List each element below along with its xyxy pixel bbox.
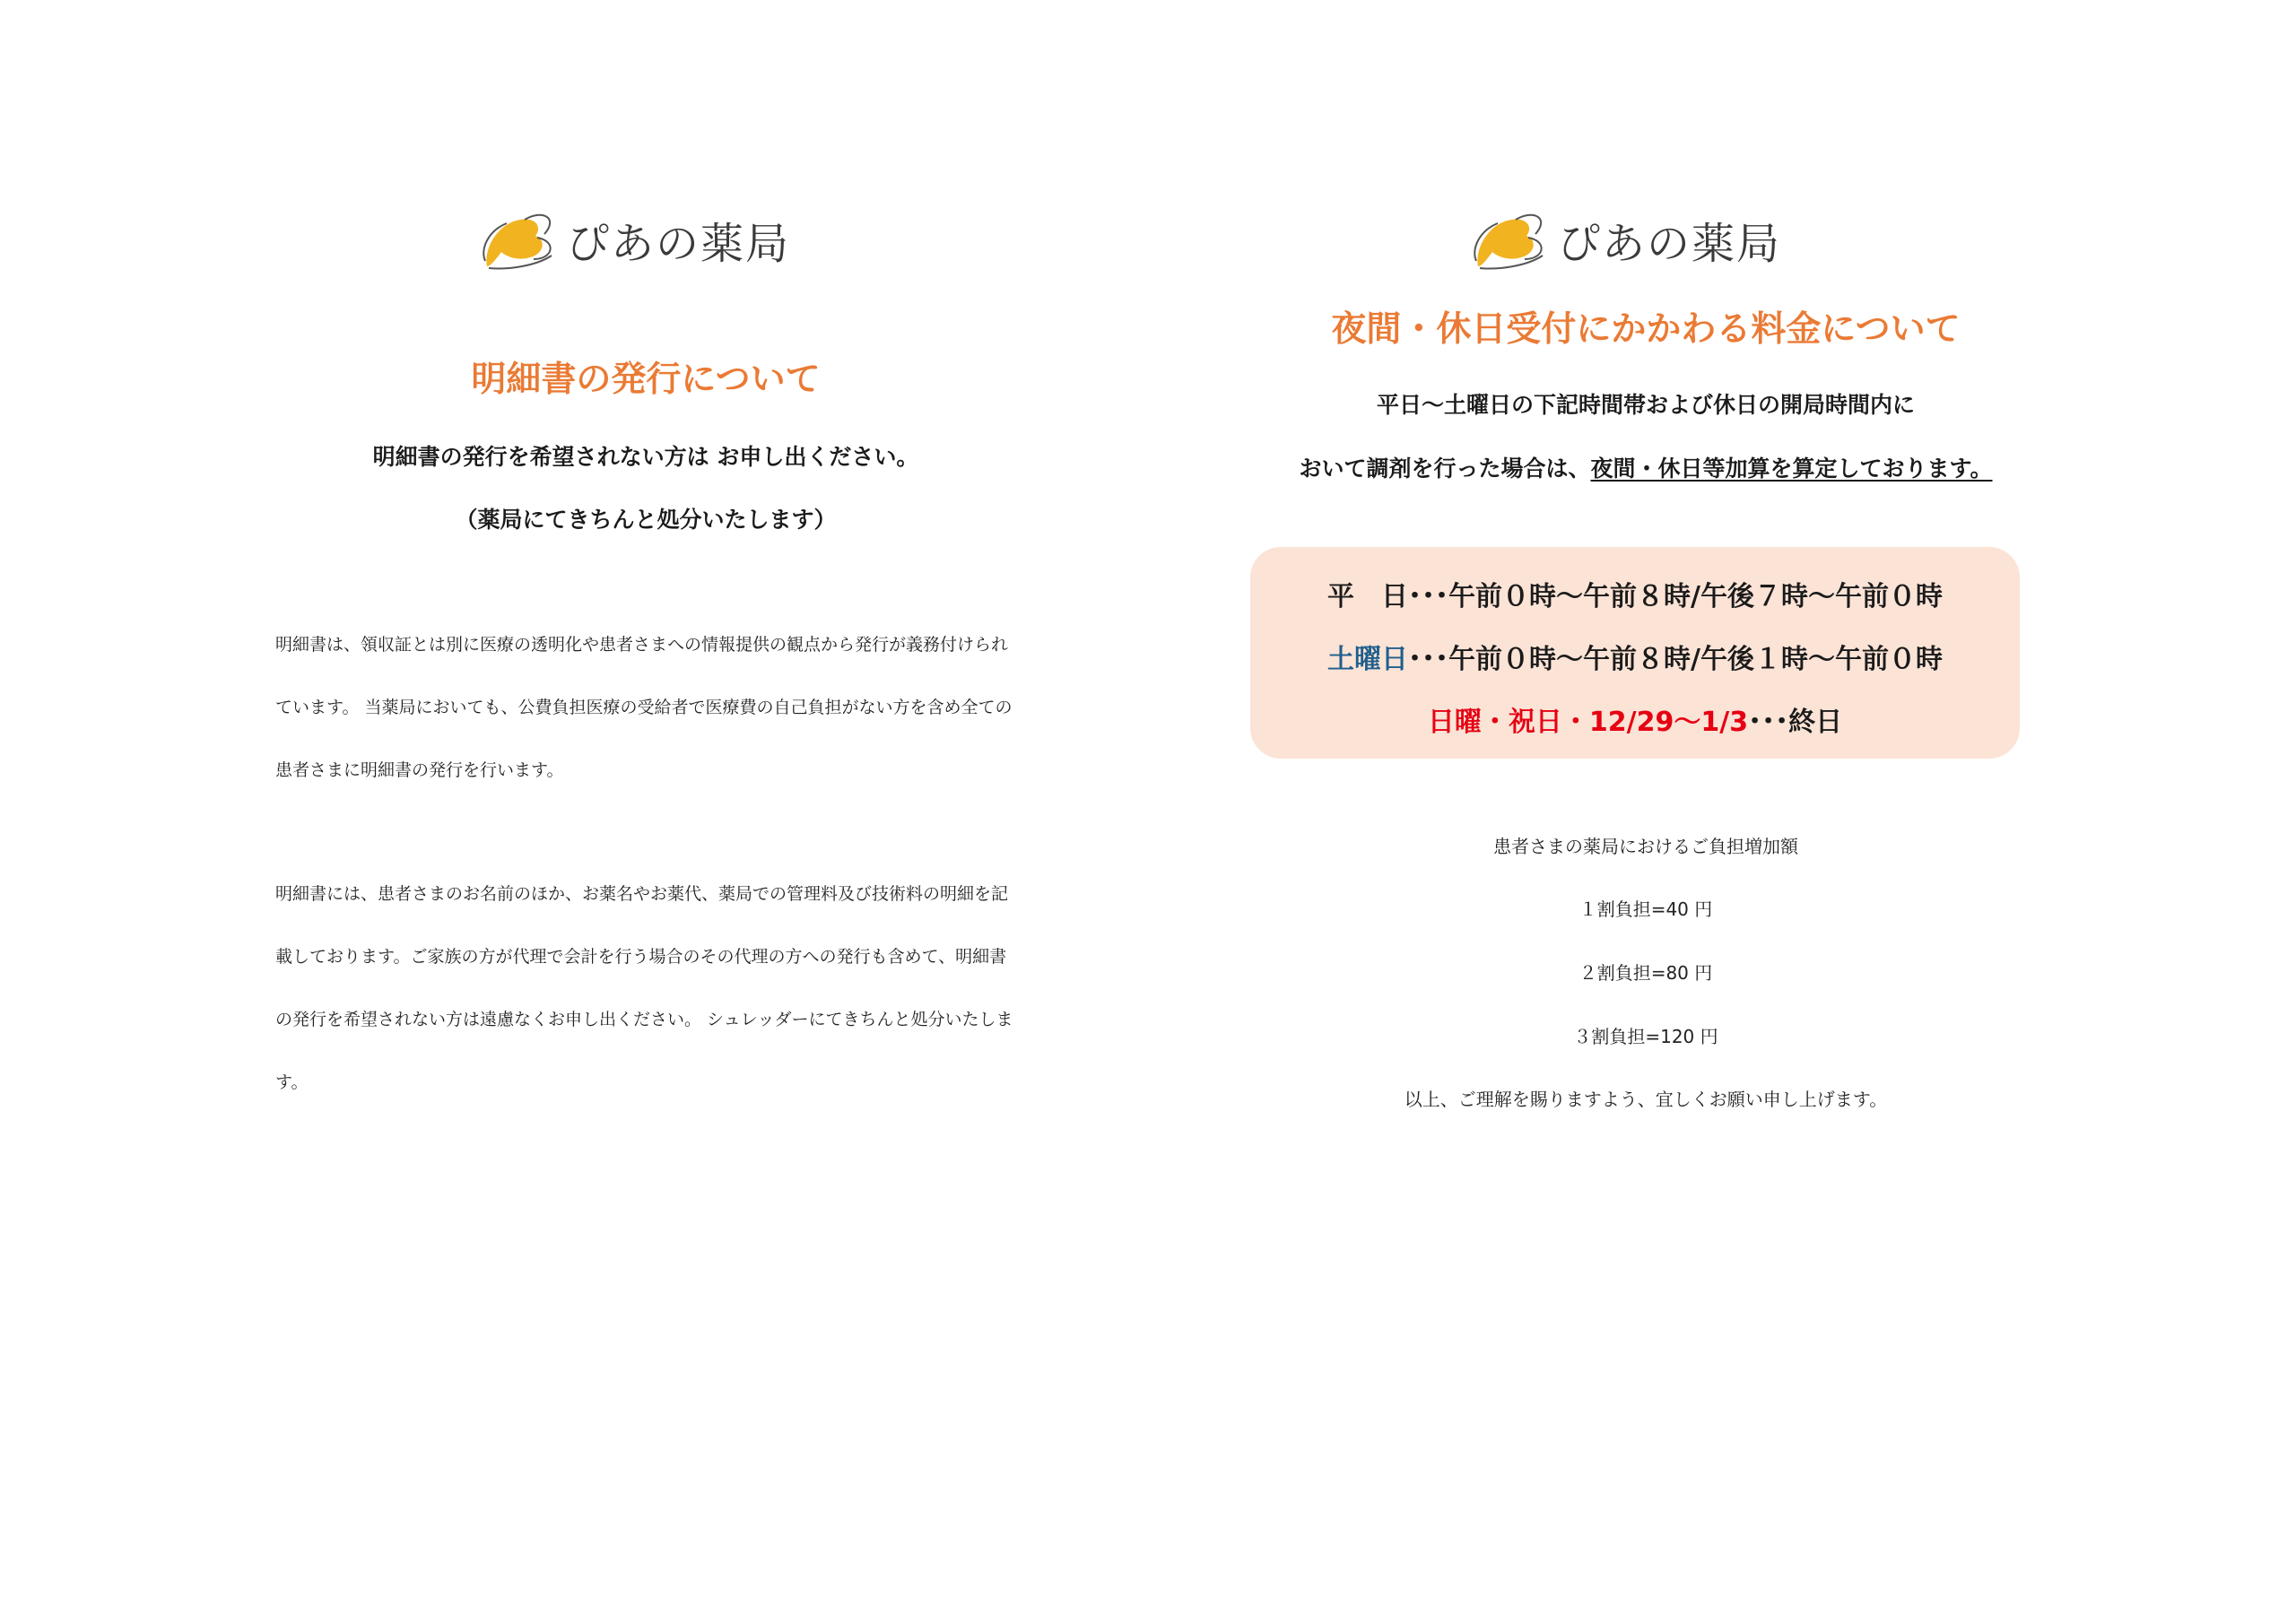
lead-line-2-underlined: 夜間・休日等加算を算定しております。 — [1590, 456, 1993, 482]
lead-line-1: 平日～土曜日の下記時間帯および休日の開局時間内に — [1376, 392, 1915, 418]
fee-rate-2: ２割負担=80 円 — [1578, 962, 1713, 984]
fee-rate-1: １割負担=40 円 — [1578, 898, 1713, 920]
weekday-value: ･･･午前０時～午前８時/午後７時～午前０時 — [1408, 581, 1943, 612]
logo-text: ぴあの薬局 — [566, 218, 791, 269]
page-title: 明細書の発行について — [471, 360, 821, 400]
lead-line-2 — [1251, 451, 2040, 483]
page-title: 夜間・休日受付にかかわる料金について — [1331, 309, 1961, 350]
lead-line-2-prefix: おいて調剤を行った場合は、 — [1299, 456, 1591, 482]
weekday-label: 平 日 — [1327, 581, 1409, 612]
weekday-hours-row — [1250, 574, 2020, 613]
fee-rate-3: ３割負担=120 円 — [1573, 1026, 1718, 1047]
lead-line-2: （薬局にてきちんと処分いたします） — [455, 507, 837, 533]
piano-leaf-logo-icon — [1471, 204, 1552, 275]
hours-box — [1250, 547, 2020, 759]
left-panel — [260, 0, 1031, 1623]
lead-line-1: 明細書の発行を希望されない方は お申し出ください。 — [372, 444, 919, 470]
holiday-value: ･･･終日 — [1748, 707, 1843, 738]
logo-text: ぴあの薬局 — [1557, 218, 1782, 269]
pharmacy-logo — [1471, 199, 1781, 280]
right-panel — [1251, 0, 2040, 1623]
pharmacy-logo — [480, 199, 790, 280]
saturday-value: ･･･午前０時～午前８時/午後１時～午前０時 — [1408, 644, 1943, 675]
fee-heading: 患者さまの薬局におけるご負担増加額 — [1493, 836, 1798, 857]
saturday-label: 土曜日 — [1327, 644, 1409, 675]
holiday-label: 日曜・祝日・12/29～1/3 — [1427, 707, 1749, 738]
saturday-hours-row — [1250, 637, 2020, 676]
closing-line: 以上、ご理解を賜りますよう、宜しくお願い申し上げます。 — [1404, 1089, 1888, 1110]
paragraph-2: 明細書には、患者さまのお名前のほか、お薬名やお薬代、薬局での管理料及び技術料の明細を記載しております。ご家族の方が代理で会計を行う場合のその代理の方への発行も含めて、明細書の発行を希望されない方は遠慮なくお申し出ください。 シュレッダーにてきちんと処分いたします。 — [275, 884, 1013, 1092]
piano-leaf-logo-icon — [480, 204, 561, 275]
paragraph-1: 明細書は、領収証とは別に医療の透明化や患者さまへの情報提供の観点から発行が義務付けられています。 当薬局においても、公費負担医療の受給者で医療費の自己負担がない方を含め全ての患者さまに明細書の発行を行います。 — [275, 635, 1013, 780]
holiday-hours-row — [1250, 699, 2020, 739]
